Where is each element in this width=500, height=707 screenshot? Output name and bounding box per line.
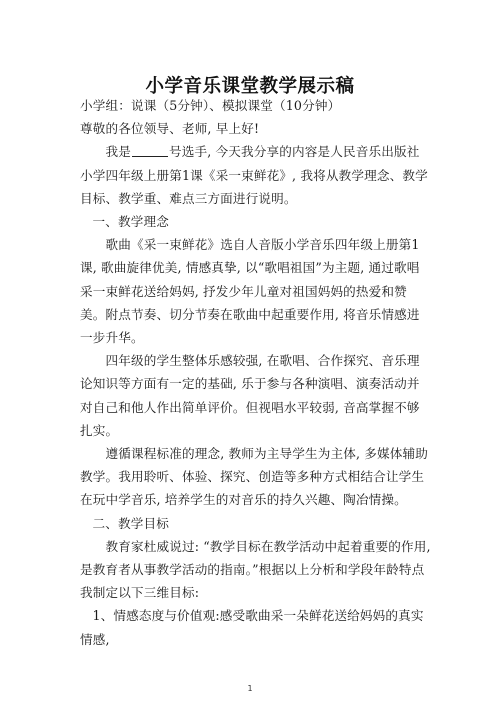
philosophy-paragraph-1: 歌曲《采一束鲜花》选自人音版小学音乐四年级上册第1课, 歌曲旋律优美, 情感真挚, 以“歌唱祖国”为主题, 通过歌唱采一束鲜花送给妈妈, 抒发少年儿童对祖国妈妈的热爱和赞美。附点节奏、切分节奏在歌曲中起重要作用, 将音乐情感进一步升华。 [80, 237, 420, 346]
intro-text-start: 我是 [105, 144, 131, 160]
page-number: 1 [247, 684, 253, 693]
document-title: 小学音乐课堂教学展示稿 [145, 76, 355, 97]
section-heading-goals: 二、教学目标 [92, 515, 169, 531]
contestant-number-blank [132, 144, 168, 157]
section-heading-philosophy: 一、教学理念 [92, 214, 169, 230]
document-body [80, 94, 432, 651]
intro-paragraph [80, 140, 432, 210]
philosophy-paragraph-3: 遵循课程标准的理念, 教师为主导学生为主体, 多媒体辅助教学。我用聆听、体验、探究、创造等多种方式相结合让学生在玩中学音乐, 培养学生的对音乐的持久兴趣、陶冶情操。 [80, 446, 428, 508]
goals-paragraph-1: 教育家杜威说过: “教学目标在教学活动中起着重要的作用, 是教育者从事教学活动的指南。”根据以上分析和学段年龄特点我制定以下三维目标: [80, 538, 431, 601]
meta-line: 小学组：说课（5分钟）、模拟课堂（10分钟） [80, 98, 341, 113]
philosophy-paragraph-2: 四年级的学生整体乐感较强, 在歌唱、合作探究、音乐理论知识等方面有一定的基础, 乐于参与各种演唱、演奏活动并对自己和他人作出简单评价。但视唱水平较弱, 音高掌握不够扎实。 [80, 353, 420, 438]
goals-item-1: 1、情感态度与价值观:感受歌曲采一朵鲜花送给妈妈的真实情感, [80, 608, 424, 647]
intro-text-rest: 号选手, 今天我分享的内容是人民音乐出版社小学四年级上册第1课《采一束鲜花》, 我将从教学理念、教学目标、教学重、难点三方面进行说明。 [80, 144, 428, 206]
greeting: 尊敬的各位领导、老师, 早上好! [80, 121, 260, 137]
